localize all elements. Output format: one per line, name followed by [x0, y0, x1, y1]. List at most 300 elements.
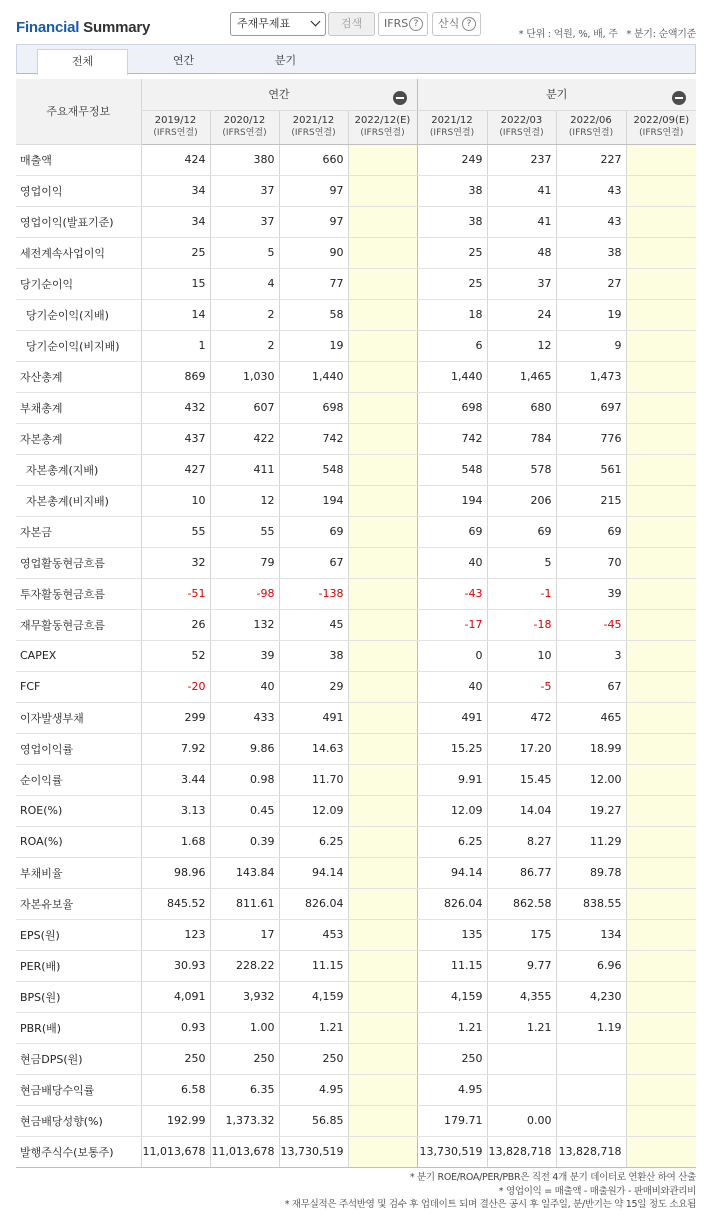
- table-cell: 29: [279, 671, 348, 702]
- table-cell: 811.61: [210, 888, 279, 919]
- row-label: 재무활동현금흐름: [16, 609, 141, 640]
- table-cell: 6.58: [141, 1074, 210, 1105]
- table-cell: 14.04: [487, 795, 556, 826]
- table-cell: [348, 609, 417, 640]
- table-row: [16, 1074, 696, 1105]
- table-cell: [348, 826, 417, 857]
- table-cell: 17: [210, 919, 279, 950]
- table-cell: 12.09: [279, 795, 348, 826]
- table-cell: 6: [417, 330, 487, 361]
- table-cell: -43: [417, 578, 487, 609]
- financial-summary-table: [16, 79, 696, 1168]
- table-cell: 561: [556, 454, 626, 485]
- table-cell: 14: [141, 299, 210, 330]
- table-cell: 491: [417, 702, 487, 733]
- table-cell: 1: [141, 330, 210, 361]
- period-label: 2022/09(E): [633, 115, 690, 126]
- table-cell: 15.45: [487, 764, 556, 795]
- table-cell: 7.92: [141, 733, 210, 764]
- table-cell: 67: [279, 547, 348, 578]
- table-cell: 34: [141, 175, 210, 206]
- table-cell: 1.21: [417, 1012, 487, 1043]
- table-cell: 2: [210, 330, 279, 361]
- table-cell: 698: [417, 392, 487, 423]
- table-cell: -1: [487, 578, 556, 609]
- table-cell: 548: [417, 454, 487, 485]
- table-cell: [626, 1136, 696, 1167]
- table-cell: 41: [487, 206, 556, 237]
- table-cell: 56.85: [279, 1105, 348, 1136]
- statement-type-select[interactable]: 주재무제표: [230, 12, 326, 36]
- table-cell: 380: [210, 144, 279, 175]
- period-header: [556, 110, 626, 144]
- table-cell: [556, 1043, 626, 1074]
- table-row: [16, 392, 696, 423]
- table-cell: [348, 733, 417, 764]
- table-cell: 34: [141, 206, 210, 237]
- table-cell: [348, 392, 417, 423]
- table-cell: [626, 206, 696, 237]
- table-cell: [348, 206, 417, 237]
- table-cell: 433: [210, 702, 279, 733]
- table-cell: 453: [279, 919, 348, 950]
- table-cell: -17: [417, 609, 487, 640]
- table-cell: [487, 1074, 556, 1105]
- table-cell: [348, 1043, 417, 1074]
- table-cell: 52: [141, 640, 210, 671]
- table-row: [16, 1012, 696, 1043]
- table-cell: 37: [210, 206, 279, 237]
- row-label: 투자활동현금흐름: [16, 578, 141, 609]
- table-row: [16, 1043, 696, 1074]
- unit-note: * 단위 : 억원, %, 배, 주 * 분기: 순액기준: [518, 29, 696, 40]
- row-label: PBR(배): [16, 1012, 141, 1043]
- table-cell: 4: [210, 268, 279, 299]
- table-cell: 680: [487, 392, 556, 423]
- table-cell: [348, 454, 417, 485]
- table-cell: [556, 1074, 626, 1105]
- period-header: [348, 110, 417, 144]
- table-cell: 17.20: [487, 733, 556, 764]
- row-label: 순이익률: [16, 764, 141, 795]
- period-tabs: [16, 44, 696, 74]
- basis-label: (IFRS연결): [429, 128, 475, 138]
- table-cell: 77: [279, 268, 348, 299]
- column-header-label: 주요재무정보: [16, 79, 141, 144]
- ifrs-help-button[interactable]: IFRS ?: [378, 12, 428, 36]
- table-cell: 1,373.32: [210, 1105, 279, 1136]
- row-label: BPS(원): [16, 981, 141, 1012]
- table-cell: 58: [279, 299, 348, 330]
- table-row: [16, 764, 696, 795]
- table-cell: 427: [141, 454, 210, 485]
- table-cell: 1.19: [556, 1012, 626, 1043]
- table-cell: [556, 1105, 626, 1136]
- table-cell: 826.04: [417, 888, 487, 919]
- row-label: ROA(%): [16, 826, 141, 857]
- period-header: [487, 110, 556, 144]
- table-cell: 10: [487, 640, 556, 671]
- table-row: [16, 640, 696, 671]
- row-label: 자본유보율: [16, 888, 141, 919]
- table-cell: [626, 888, 696, 919]
- table-cell: [626, 299, 696, 330]
- row-label: 세전계속사업이익: [16, 237, 141, 268]
- table-row: [16, 981, 696, 1012]
- table-row: [16, 950, 696, 981]
- table-cell: 4,159: [279, 981, 348, 1012]
- table-cell: 70: [556, 547, 626, 578]
- table-cell: 9: [556, 330, 626, 361]
- table-cell: 24: [487, 299, 556, 330]
- table-row: [16, 423, 696, 454]
- table-cell: [348, 888, 417, 919]
- period-label: 2022/03: [500, 115, 543, 126]
- table-cell: [626, 671, 696, 702]
- table-cell: 2: [210, 299, 279, 330]
- table-cell: 69: [417, 516, 487, 547]
- table-cell: [348, 764, 417, 795]
- annual-group-header: 연간: [141, 79, 417, 110]
- tab-annual[interactable]: 연간: [172, 54, 195, 67]
- table-cell: [348, 950, 417, 981]
- table-cell: -18: [487, 609, 556, 640]
- table-cell: 12.09: [417, 795, 487, 826]
- table-cell: 45: [279, 609, 348, 640]
- table-cell: [348, 857, 417, 888]
- row-label: PER(배): [16, 950, 141, 981]
- table-cell: 69: [487, 516, 556, 547]
- tab-quarter[interactable]: 분기: [274, 54, 297, 67]
- table-cell: [626, 330, 696, 361]
- table-cell: 55: [141, 516, 210, 547]
- table-cell: 37: [487, 268, 556, 299]
- table-cell: [348, 1074, 417, 1105]
- table-cell: 86.77: [487, 857, 556, 888]
- table-cell: 13,730,519: [417, 1136, 487, 1167]
- table-row: [16, 454, 696, 485]
- basis-label: (IFRS연결): [360, 128, 405, 138]
- basis-label: (IFRS연결): [222, 128, 267, 138]
- table-cell: 25: [417, 268, 487, 299]
- table-cell: 1,465: [487, 361, 556, 392]
- table-cell: 38: [417, 206, 487, 237]
- table-cell: [626, 826, 696, 857]
- table-cell: 39: [556, 578, 626, 609]
- table-row: [16, 609, 696, 640]
- period-header: [210, 110, 279, 144]
- period-label: 2020/12: [223, 115, 266, 126]
- table-row: [16, 547, 696, 578]
- question-icon: ?: [462, 17, 476, 31]
- table-cell: 32: [141, 547, 210, 578]
- period-label: 2019/12: [154, 115, 197, 126]
- table-row: [16, 361, 696, 392]
- table-cell: [348, 144, 417, 175]
- table-cell: 39: [210, 640, 279, 671]
- table-row: [16, 888, 696, 919]
- table-cell: [626, 640, 696, 671]
- table-cell: [348, 175, 417, 206]
- table-cell: [626, 547, 696, 578]
- table-cell: 697: [556, 392, 626, 423]
- table-cell: 3,932: [210, 981, 279, 1012]
- table-cell: 9.77: [487, 950, 556, 981]
- table-row: [16, 330, 696, 361]
- table-cell: 12.00: [556, 764, 626, 795]
- table-cell: 1.21: [279, 1012, 348, 1043]
- table-row: [16, 578, 696, 609]
- table-cell: [348, 330, 417, 361]
- table-cell: 98.96: [141, 857, 210, 888]
- table-cell: 27: [556, 268, 626, 299]
- basis-label: (IFRS연결): [639, 128, 684, 138]
- table-cell: 134: [556, 919, 626, 950]
- table-cell: 11.29: [556, 826, 626, 857]
- row-label: 부채총계: [16, 392, 141, 423]
- table-cell: 25: [141, 237, 210, 268]
- table-cell: 472: [487, 702, 556, 733]
- table-cell: 97: [279, 175, 348, 206]
- table-cell: 3.13: [141, 795, 210, 826]
- table-cell: 26: [141, 609, 210, 640]
- row-label: 당기순이익(비지배): [16, 330, 141, 361]
- table-cell: 97: [279, 206, 348, 237]
- table-cell: [626, 1043, 696, 1074]
- table-cell: [626, 1105, 696, 1136]
- table-cell: [626, 454, 696, 485]
- table-row: [16, 1105, 696, 1136]
- table-cell: [626, 919, 696, 950]
- table-cell: 784: [487, 423, 556, 454]
- table-cell: 179.71: [417, 1105, 487, 1136]
- table-cell: 11.15: [279, 950, 348, 981]
- table-cell: 215: [556, 485, 626, 516]
- row-label: 자본총계: [16, 423, 141, 454]
- table-cell: 4.95: [417, 1074, 487, 1105]
- row-label: 영업이익(발표기준): [16, 206, 141, 237]
- table-cell: [348, 485, 417, 516]
- table-cell: 206: [487, 485, 556, 516]
- table-cell: 30.93: [141, 950, 210, 981]
- table-cell: 4,091: [141, 981, 210, 1012]
- row-label: 현금배당성향(%): [16, 1105, 141, 1136]
- table-cell: 143.84: [210, 857, 279, 888]
- table-cell: 25: [417, 237, 487, 268]
- table-row: [16, 671, 696, 702]
- table-cell: [348, 237, 417, 268]
- row-label: ROE(%): [16, 795, 141, 826]
- table-cell: [626, 609, 696, 640]
- table-cell: 40: [417, 671, 487, 702]
- table-cell: 194: [417, 485, 487, 516]
- table-cell: 432: [141, 392, 210, 423]
- table-cell: -98: [210, 578, 279, 609]
- table-cell: [626, 1012, 696, 1043]
- table-cell: 411: [210, 454, 279, 485]
- table-cell: -20: [141, 671, 210, 702]
- table-row: [16, 795, 696, 826]
- table-cell: [626, 981, 696, 1012]
- table-cell: 5: [487, 547, 556, 578]
- table-cell: 845.52: [141, 888, 210, 919]
- table-cell: 9.86: [210, 733, 279, 764]
- table-row: [16, 299, 696, 330]
- table-cell: 94.14: [279, 857, 348, 888]
- table-cell: 826.04: [279, 888, 348, 919]
- table-cell: 15: [141, 268, 210, 299]
- table-cell: 0.39: [210, 826, 279, 857]
- table-cell: 1,473: [556, 361, 626, 392]
- table-cell: [626, 702, 696, 733]
- table-cell: [626, 795, 696, 826]
- row-label: 이자발생부채: [16, 702, 141, 733]
- row-label: 자본총계(비지배): [16, 485, 141, 516]
- row-label: 당기순이익: [16, 268, 141, 299]
- table-cell: 742: [279, 423, 348, 454]
- table-row: [16, 516, 696, 547]
- table-cell: [626, 764, 696, 795]
- table-row: [16, 175, 696, 206]
- table-cell: [626, 578, 696, 609]
- row-label: 현금DPS(원): [16, 1043, 141, 1074]
- formula-help-button[interactable]: 산식 ?: [432, 12, 481, 36]
- table-cell: [626, 175, 696, 206]
- table-cell: 48: [487, 237, 556, 268]
- table-cell: [348, 1105, 417, 1136]
- table-cell: 6.25: [279, 826, 348, 857]
- table-cell: 69: [279, 516, 348, 547]
- table-row: [16, 1136, 696, 1167]
- table-cell: [348, 361, 417, 392]
- period-header: [141, 110, 210, 144]
- basis-label: (IFRS연결): [499, 128, 544, 138]
- table-cell: 422: [210, 423, 279, 454]
- table-cell: [487, 1043, 556, 1074]
- table-cell: 11.15: [417, 950, 487, 981]
- table-cell: [348, 516, 417, 547]
- row-label: CAPEX: [16, 640, 141, 671]
- row-label: 영업이익률: [16, 733, 141, 764]
- table-cell: [348, 640, 417, 671]
- table-cell: 135: [417, 919, 487, 950]
- row-label: 자산총계: [16, 361, 141, 392]
- table-cell: 13,828,718: [556, 1136, 626, 1167]
- footnote: * 재무실적은 주석반영 및 검수 후 업데이트 되며 결산은 공시 후 일주일, 분/반기는 약 15일 정도 소요됨: [284, 1199, 696, 1210]
- basis-label: (IFRS연결): [568, 128, 614, 138]
- table-cell: 607: [210, 392, 279, 423]
- table-cell: 123: [141, 919, 210, 950]
- row-label: 당기순이익(지배): [16, 299, 141, 330]
- row-label: 매출액: [16, 144, 141, 175]
- table-cell: [626, 1074, 696, 1105]
- table-cell: [348, 671, 417, 702]
- table-cell: 11.70: [279, 764, 348, 795]
- table-cell: [348, 1136, 417, 1167]
- table-cell: 6.35: [210, 1074, 279, 1105]
- table-cell: [348, 423, 417, 454]
- table-cell: 1,030: [210, 361, 279, 392]
- period-label: 2022/12(E): [354, 115, 411, 126]
- table-row: [16, 733, 696, 764]
- collapse-quarter-icon[interactable]: [672, 91, 686, 105]
- table-cell: [626, 733, 696, 764]
- table-cell: 237: [487, 144, 556, 175]
- table-row: [16, 919, 696, 950]
- table-cell: 175: [487, 919, 556, 950]
- table-cell: 250: [279, 1043, 348, 1074]
- table-cell: 491: [279, 702, 348, 733]
- table-cell: 3: [556, 640, 626, 671]
- footnote: * 분기 ROE/ROA/PER/PBR은 직전 4개 분기 데이터로 연환산 하여 산출: [409, 1172, 696, 1183]
- table-cell: 227: [556, 144, 626, 175]
- table-cell: 1.00: [210, 1012, 279, 1043]
- table-cell: 437: [141, 423, 210, 454]
- table-cell: 0: [417, 640, 487, 671]
- table-cell: 3.44: [141, 764, 210, 795]
- table-cell: 14.63: [279, 733, 348, 764]
- table-cell: 250: [141, 1043, 210, 1074]
- table-row: [16, 826, 696, 857]
- table-cell: 38: [279, 640, 348, 671]
- basis-label: (IFRS연결): [291, 128, 336, 138]
- table-cell: 5: [210, 237, 279, 268]
- table-cell: [348, 981, 417, 1012]
- table-cell: 41: [487, 175, 556, 206]
- table-row: [16, 237, 696, 268]
- table-cell: [626, 423, 696, 454]
- table-cell: 67: [556, 671, 626, 702]
- table-cell: [348, 268, 417, 299]
- table-cell: 89.78: [556, 857, 626, 888]
- table-cell: 4,355: [487, 981, 556, 1012]
- table-cell: 15.25: [417, 733, 487, 764]
- table-cell: 548: [279, 454, 348, 485]
- row-label: 현금배당수익률: [16, 1074, 141, 1105]
- toolbar: [16, 11, 696, 39]
- search-button[interactable]: 검색: [328, 12, 375, 36]
- table-cell: 776: [556, 423, 626, 454]
- table-cell: 13,730,519: [279, 1136, 348, 1167]
- row-label: 자본금: [16, 516, 141, 547]
- table-body: [16, 144, 696, 1167]
- table-cell: 698: [279, 392, 348, 423]
- table-cell: 228.22: [210, 950, 279, 981]
- table-cell: 43: [556, 175, 626, 206]
- table-cell: [348, 1012, 417, 1043]
- table-cell: 13,828,718: [487, 1136, 556, 1167]
- quarter-group-header: 분기: [417, 79, 696, 110]
- table-cell: [626, 144, 696, 175]
- period-header: [626, 110, 696, 144]
- table-cell: [626, 268, 696, 299]
- table-cell: 37: [210, 175, 279, 206]
- period-label: 2022/06: [570, 115, 612, 126]
- table-row: [16, 206, 696, 237]
- table-cell: 19: [556, 299, 626, 330]
- table-cell: 40: [417, 547, 487, 578]
- table-cell: 55: [210, 516, 279, 547]
- table-cell: 6.96: [556, 950, 626, 981]
- table-cell: 19.27: [556, 795, 626, 826]
- basis-label: (IFRS연결): [153, 128, 198, 138]
- table-cell: 40: [210, 671, 279, 702]
- table-cell: [626, 392, 696, 423]
- table-cell: 38: [556, 237, 626, 268]
- collapse-annual-icon[interactable]: [393, 91, 407, 105]
- tab-all[interactable]: 전체: [37, 49, 128, 75]
- row-label: 자본총계(지배): [16, 454, 141, 485]
